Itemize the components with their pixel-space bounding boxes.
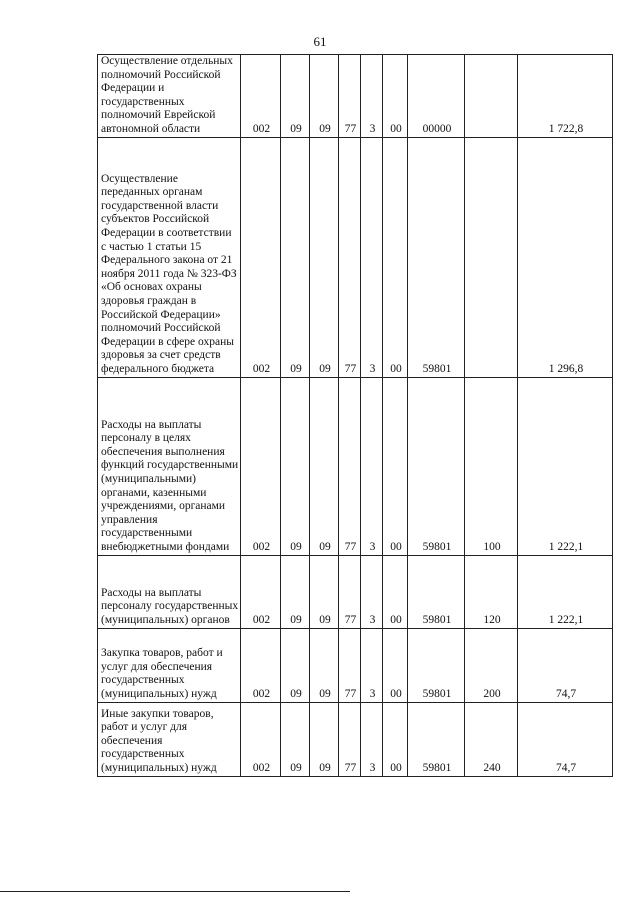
subprogram-code: 3	[361, 702, 383, 776]
program-code: 77	[339, 555, 361, 628]
program-code: 77	[339, 377, 361, 555]
section-code: 09	[281, 55, 310, 138]
row-name: Иные закупки товаров, работ и услуг для обеспечения государственных (муниципальных) нужд	[98, 702, 241, 776]
direction-code: 59801	[408, 137, 465, 377]
ved-code: 002	[241, 377, 281, 555]
amount: 1 222,1	[518, 555, 613, 628]
program-code: 77	[339, 137, 361, 377]
row-name: Расходы на выплаты персоналу государственных (муниципальных) органов	[98, 555, 241, 628]
footnote-separator	[0, 891, 350, 892]
subsection-code: 09	[310, 55, 339, 138]
group-code: 00	[383, 702, 408, 776]
row-name: Расходы на выплаты персоналу в целях обеспечения выполнения функций государственными (муниципальными) органами, казенными учреждениями, органами управления государственными внебюджетными фондами	[98, 377, 241, 555]
page-number: 61	[313, 34, 327, 49]
row-name: Закупка товаров, работ и услуг для обеспечения государственных (муниципальных) нужд	[98, 628, 241, 702]
row-name: Осуществление отдельных полномочий Российской Федерации и государственных полномочий Еврейской автономной области	[98, 55, 241, 138]
direction-code: 59801	[408, 628, 465, 702]
subprogram-code: 3	[361, 377, 383, 555]
amount: 74,7	[518, 628, 613, 702]
group-code: 00	[383, 628, 408, 702]
table-row	[98, 55, 613, 138]
budget-table	[97, 54, 613, 777]
subsection-code: 09	[310, 628, 339, 702]
ved-code: 002	[241, 628, 281, 702]
expense-type-code	[465, 55, 518, 138]
table-row	[98, 702, 613, 776]
amount: 74,7	[518, 702, 613, 776]
program-code: 77	[339, 55, 361, 138]
ved-code: 002	[241, 137, 281, 377]
program-code: 77	[339, 702, 361, 776]
program-code: 77	[339, 628, 361, 702]
expense-type-code: 200	[465, 628, 518, 702]
subprogram-code: 3	[361, 555, 383, 628]
subprogram-code: 3	[361, 628, 383, 702]
direction-code: 59801	[408, 702, 465, 776]
expense-type-code: 100	[465, 377, 518, 555]
group-code: 00	[383, 55, 408, 138]
amount: 1 296,8	[518, 137, 613, 377]
group-code: 00	[383, 377, 408, 555]
group-code: 00	[383, 555, 408, 628]
ved-code: 002	[241, 702, 281, 776]
direction-code: 59801	[408, 377, 465, 555]
table-row	[98, 555, 613, 628]
group-code: 00	[383, 137, 408, 377]
ved-code: 002	[241, 555, 281, 628]
section-code: 09	[281, 377, 310, 555]
section-code: 09	[281, 555, 310, 628]
expense-type-code: 120	[465, 555, 518, 628]
row-name: Осуществление переданных органам государственной власти субъектов Российской Федерации в соответствии с частью 1 статьи 15 Федерального закона от 21 ноября 2011 года № 323-ФЗ «Об основах охраны здоровья граждан в Российской Федерации» полномочий Российской Федерации в сфере охраны здоровья за счет средств федерального бюджета	[98, 137, 241, 377]
expense-type-code	[465, 137, 518, 377]
section-code: 09	[281, 137, 310, 377]
amount: 1 722,8	[518, 55, 613, 138]
table-row	[98, 137, 613, 377]
subsection-code: 09	[310, 702, 339, 776]
direction-code: 59801	[408, 555, 465, 628]
table-row	[98, 628, 613, 702]
ved-code: 002	[241, 55, 281, 138]
subsection-code: 09	[310, 137, 339, 377]
subsection-code: 09	[310, 377, 339, 555]
subsection-code: 09	[310, 555, 339, 628]
expense-type-code: 240	[465, 702, 518, 776]
table-row	[98, 377, 613, 555]
subprogram-code: 3	[361, 55, 383, 138]
direction-code: 00000	[408, 55, 465, 138]
amount: 1 222,1	[518, 377, 613, 555]
section-code: 09	[281, 702, 310, 776]
section-code: 09	[281, 628, 310, 702]
subprogram-code: 3	[361, 137, 383, 377]
